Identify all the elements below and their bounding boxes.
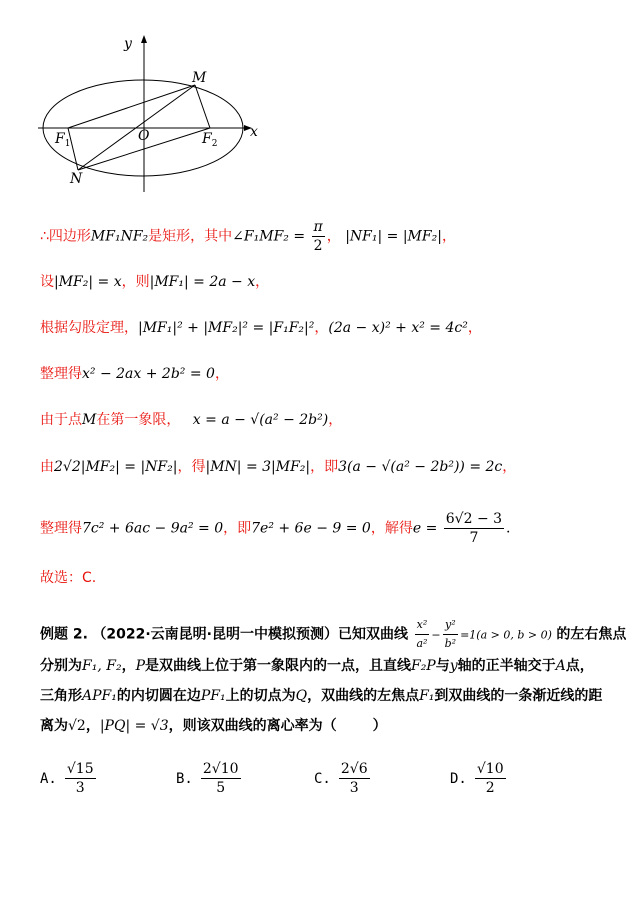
sol-l6-c: ，即 [310,459,339,475]
ex-t3-Q: Q [295,688,308,704]
label-F2-sub: 2 [211,139,218,149]
solution-line-1 [40,218,456,255]
choice-c-num: 2√6 [340,761,368,777]
sol-l1-a: ∴四边形 [40,228,91,245]
choice-d[interactable] [450,760,508,797]
y-axis-arrow [141,35,147,43]
choice-c[interactable] [314,760,372,797]
sol-l6-b: ，得 [177,459,206,475]
sol-l1-two: 2 [313,238,323,254]
choice-b-num: 2√10 [202,761,239,777]
solution-line-4 [40,364,229,384]
hyperbola-y-term [443,616,458,653]
example-t1-end: 的左右焦点 [556,626,627,643]
ex-t2-F2P: F₂P [410,658,436,674]
ex-t2-P: P [135,658,145,674]
sol-l6-a: 由 [40,459,54,475]
label-F1-main: F [55,131,65,147]
example-line-3 [40,686,602,706]
ex-t2-y: y [449,658,458,674]
choice-c-label: C. [314,770,331,787]
example-line-1 [40,616,626,653]
sol-l1-pi-fraction [312,218,325,255]
ex-t2-A: A [555,658,566,674]
sol-l5-c: ， [328,412,343,428]
ex-t4-PQ: |PQ| = √3 [99,718,169,734]
ex-t3-b: 的内切圆在边 [116,688,201,704]
sol-l5-b: 在第一象限， [96,412,181,428]
label-O: O [138,128,150,144]
ex-t3-PF1: PF₁ [200,688,226,704]
sol-l7-a: 整理得 [40,520,82,537]
choice-a-den: 3 [75,780,85,796]
choice-b[interactable] [176,760,243,797]
sol-l7-c: ，解得 [370,520,413,537]
ex-t2-d: 与 [435,658,450,674]
hyper-y: y² [443,616,458,635]
choice-d-label: D. [450,770,467,787]
sol-l6-math1: 2√2|MF₂| = |NF₂| [54,459,178,475]
label-x: x [250,124,258,140]
sol-l2-a: 设 [40,274,54,290]
sol-l3-math2: (2a − x)² + x² = 4c² [328,320,468,336]
sol-l4-math: x² − 2ax + 2b² = 0 [82,366,215,382]
sol-l7-math1: 7c² + 6ac − 9a² = 0 [82,520,224,537]
sol-l3-a: 根据勾股定理， [40,320,138,336]
choice-b-fraction [201,760,241,797]
sol-l1-c: ， [326,228,341,245]
sol-l1-math3: |NF₁| = |MF₂| [345,228,442,245]
sol-l6-math3: 3(a − √(a² − 2b²)) = 2c [338,459,503,475]
ex-t4-b: ， [85,718,100,734]
sol-l5-M: M [82,412,97,428]
ex-t2-c: 是双曲线上位于第一象限内的一点，且直线 [144,658,411,674]
ex-t3-e: 到双曲线的一条渐近线的距 [434,688,603,704]
sol-l2-math2: |MF₁| = 2a − x [149,274,256,290]
sol-l3-b: ， [314,320,329,336]
choice-a[interactable] [40,760,98,797]
hyper-x: x² [415,616,430,635]
choice-b-label: B. [176,770,193,787]
sol-l7-num: 6√2 − 3 [445,511,503,527]
sol-l4-b: ， [214,366,229,382]
ex-t2-f: F₁, F₂ [82,658,122,674]
ex-t4-c: ，则该双曲线的离心率为（ [168,718,337,734]
label-N: N [70,171,83,187]
choice-a-fraction [65,760,96,797]
example-line-2 [40,656,594,676]
ex-t3-F1: F₁ [419,688,435,704]
label-y: y [124,36,132,52]
example-source: （2022·云南昆明·昆明一中模拟预测）已知双曲线 [92,626,408,643]
choice-b-den: 5 [216,780,226,796]
label-F1 [54,131,70,149]
example-line-4 [40,716,387,736]
choice-d-fraction [475,760,506,797]
ellipse-figure [38,30,268,195]
sol-l7-den: 7 [469,530,479,546]
sol-l5-math: x = a − √(a² − 2b²) [192,412,329,428]
choice-c-den: 3 [349,780,359,796]
example-title: 例题 2. [40,626,88,643]
answer-line: 故选：C. [40,570,97,586]
hyper-minus: − [431,628,441,642]
ex-t2-a: 分别为 [40,658,82,674]
sol-l2-c: ， [255,274,270,290]
sol-l6-math2: |MN| = 3|MF₂| [205,459,311,475]
sol-l1-math2: ∠F₁MF₂ = [232,228,306,245]
ex-t3-APF1: APF₁ [82,688,117,704]
solution-line-7 [40,510,511,547]
ex-t2-e: 轴的正半轴交于 [457,658,556,674]
sol-l3-c: ， [467,320,482,336]
choice-c-fraction [339,760,370,797]
ex-t3-a: 三角形 [40,688,82,704]
label-M: M [192,70,207,86]
sol-l1-math1: MF₁NF₂ [90,228,149,245]
choice-d-den: 2 [485,780,495,796]
solution-line-3 [40,318,482,338]
sol-l7-e: e = [412,520,438,537]
sol-l7-b: ，即 [223,520,252,537]
sol-l1-pi: π [313,219,323,235]
sol-l3-math1: |MF₁|² + |MF₂|² = |F₁F₂|² [138,320,315,336]
ex-t4-a: 离为 [40,718,68,734]
sol-l7-fraction [444,510,504,547]
sol-l1-b: 是矩形，其中 [148,228,233,245]
segment-N-F1 [68,128,78,170]
sol-l5-a: 由于点 [40,412,82,428]
hyper-cond: =1(a > 0, b > 0) [460,628,552,642]
label-F2 [201,131,217,149]
solution-line-2 [40,272,269,292]
sol-l2-b: ，则 [121,274,150,290]
segment-F1-M [68,85,195,128]
choice-d-num: √10 [476,761,504,777]
ex-t2-f2: 点， [565,658,594,674]
solution-line-5 [40,410,342,430]
ex-t4-d: ） [372,718,387,734]
sol-l7-math2: 7e² + 6e − 9 = 0 [251,520,371,537]
label-F2-main: F [202,131,212,147]
sol-l1-d: ， [441,228,456,245]
hyper-b: b² [444,637,457,650]
ex-t2-b: ， [121,658,136,674]
hyper-a: a² [416,637,428,650]
solution-line-6 [40,457,516,477]
sol-l6-d: ， [502,459,517,475]
ex-t4-sqrt2: √2 [68,718,86,734]
hyperbola-x-term [414,616,429,653]
ex-t3-c: 上的切点为 [225,688,296,704]
sol-l2-math1: |MF₂| = x [54,274,122,290]
choice-a-num: √15 [66,761,94,777]
sol-l7-end: . [506,520,511,537]
sol-l4-a: 整理得 [40,366,82,382]
choice-a-label: A. [40,770,57,787]
ex-t3-d: ，双曲线的左焦点 [307,688,420,704]
label-F1-sub: 1 [64,139,71,149]
